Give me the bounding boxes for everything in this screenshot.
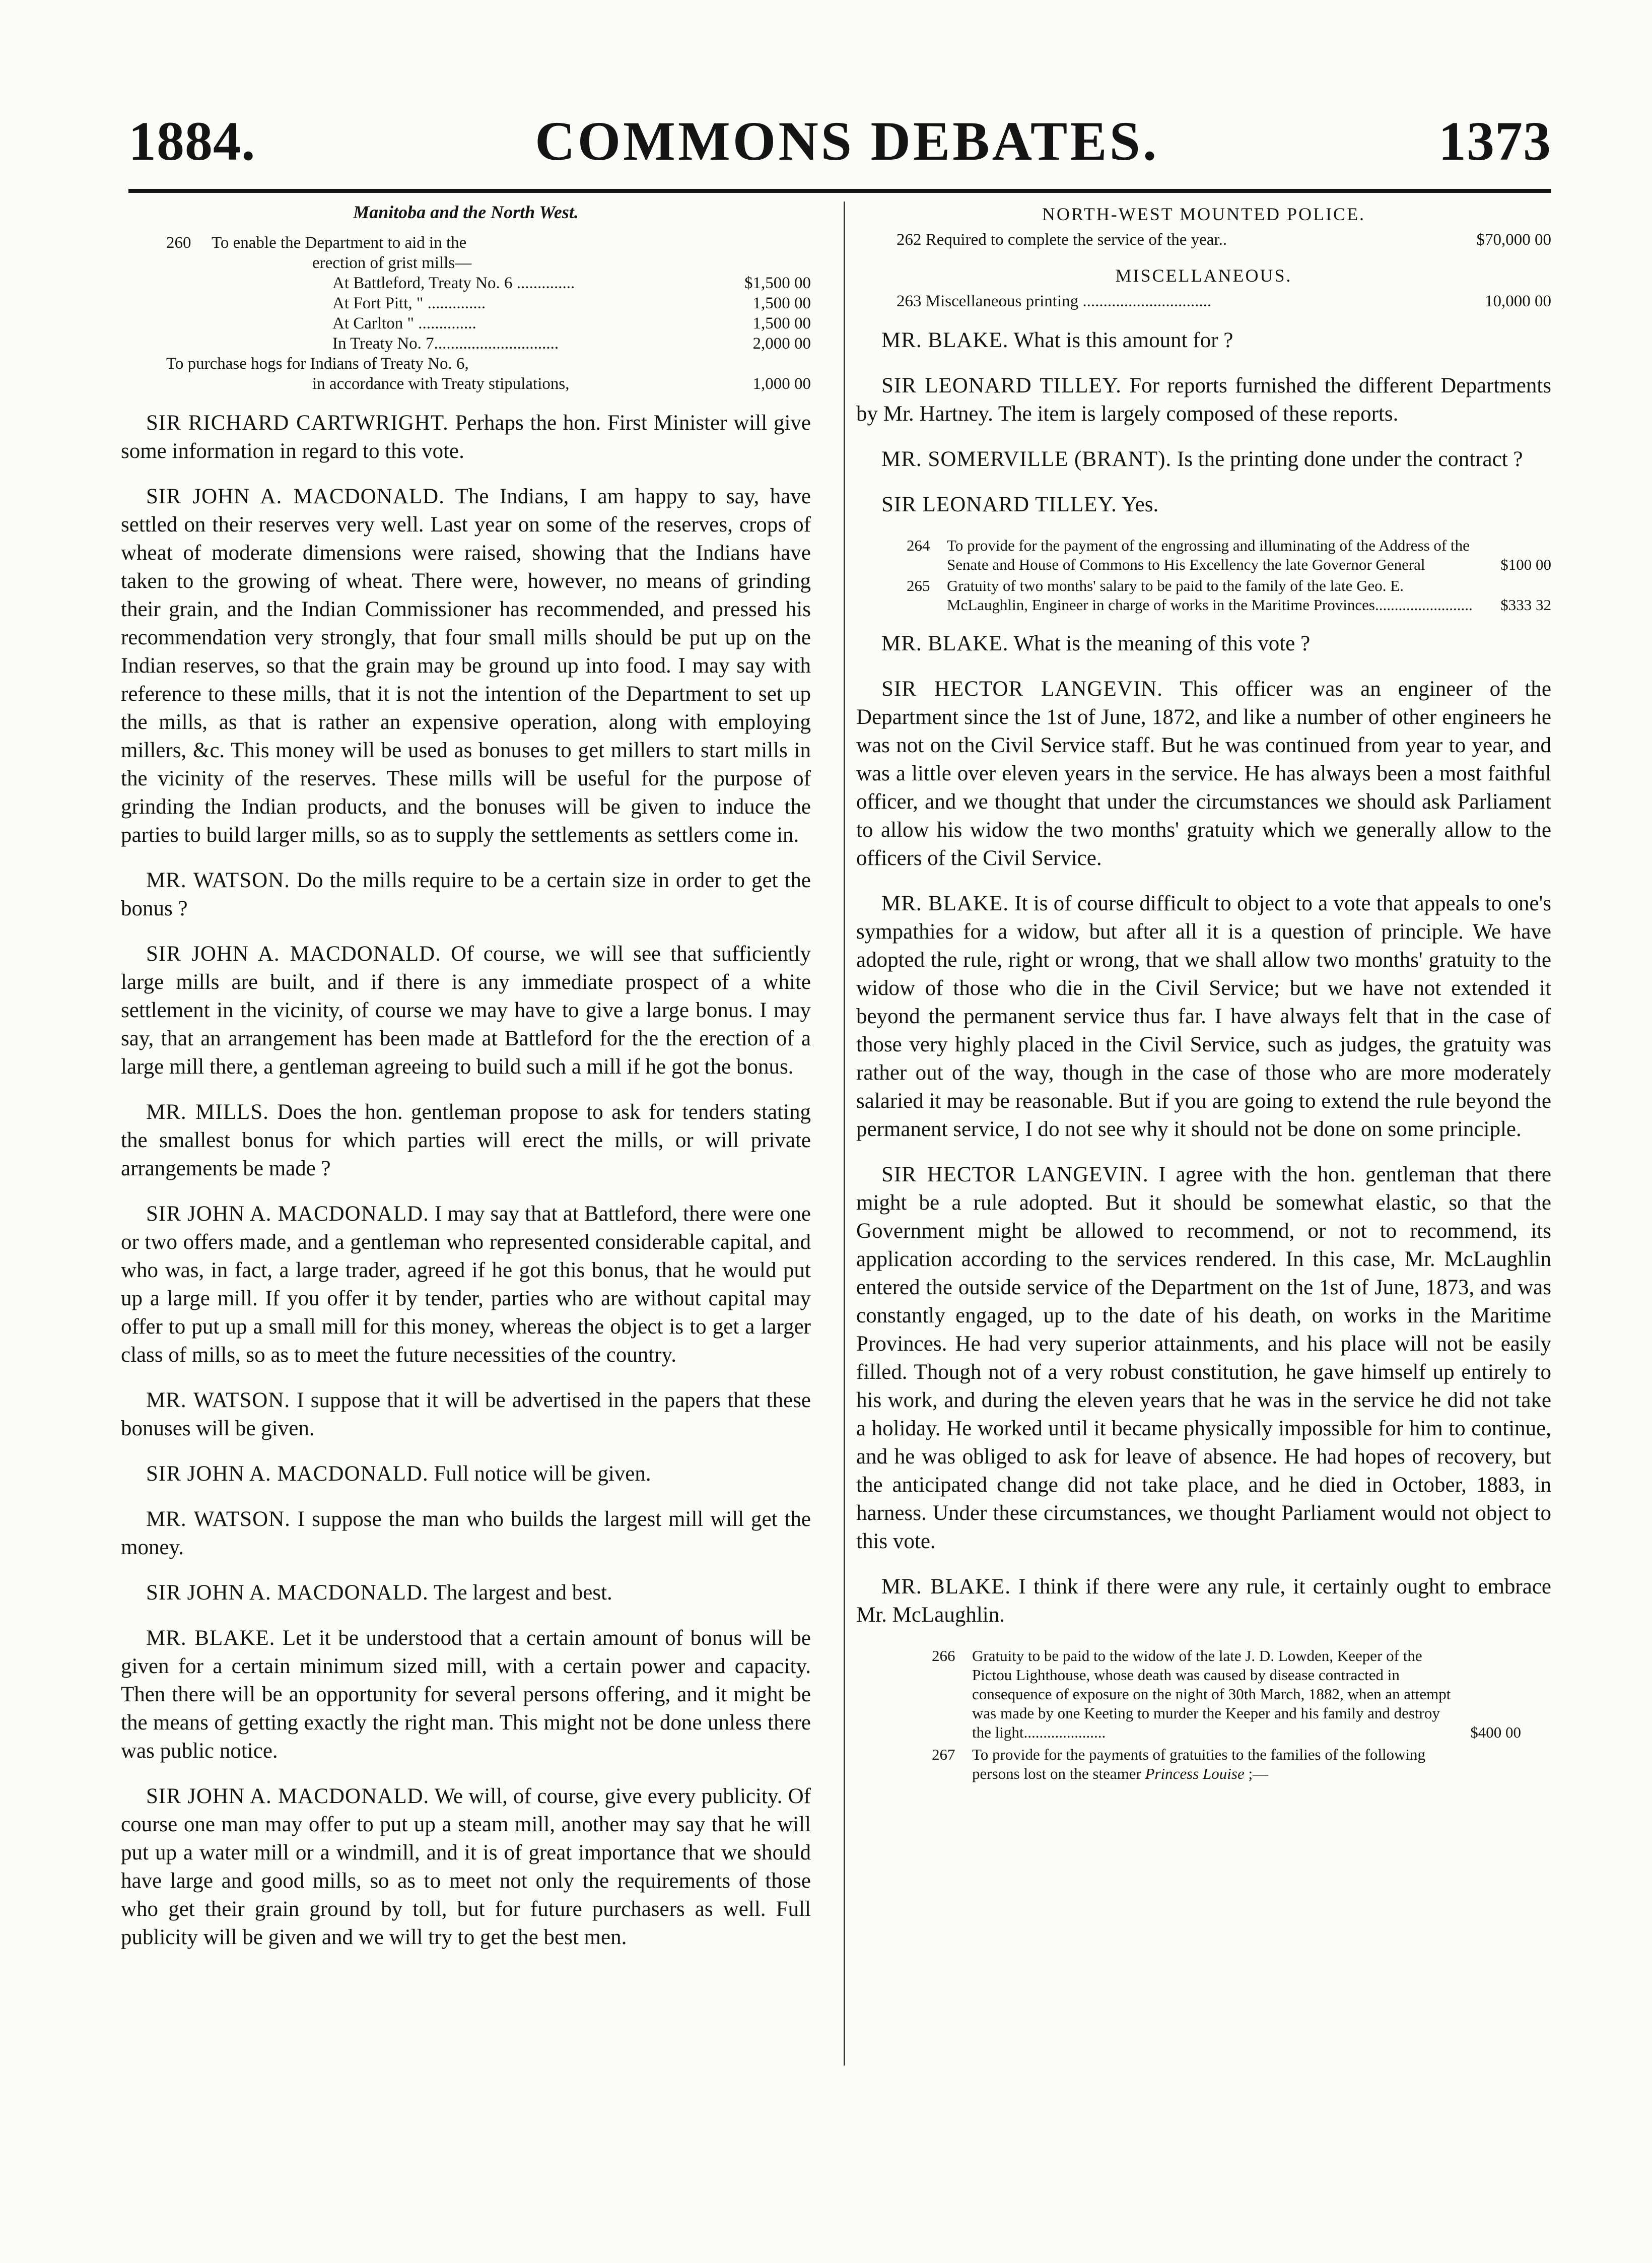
item-line: To enable the Department to aid in the xyxy=(212,234,467,252)
speech-text: Does the hon. gentleman propose to ask for tenders stating the smallest bonus for which parties will erect the mills, or will private arrangements be made ? xyxy=(121,1100,811,1180)
debate-paragraph xyxy=(121,409,811,465)
speaker-name: MR. BLAKE. xyxy=(881,632,1009,655)
page-header xyxy=(128,108,1551,184)
estimate-item-265 xyxy=(907,576,1551,615)
debate-paragraph xyxy=(856,445,1551,474)
speaker-name: MR. BLAKE. xyxy=(881,892,1009,915)
item-number: 264 xyxy=(907,537,930,554)
estimate-row-amount: 2,000 00 xyxy=(752,335,811,353)
estimate-row-amount: 1,000 00 xyxy=(752,375,811,393)
ship-name: Princess Louise xyxy=(1145,1765,1245,1782)
item-amount: $400 00 xyxy=(1470,1723,1521,1741)
item-text: Gratuity to be paid to the widow of the late J. D. Lowden, Keeper of the Pictou Lighthouse, whose death was caused by disease contracted in consequence of exposure on the night of 30th March, 1882, when an attempt was made by one Keeting to murder the Keeper and his family and destroy the light..................... xyxy=(972,1647,1451,1741)
debate-paragraph xyxy=(121,940,811,1081)
speech-text: We will, of course, give every publicity. Of course one man may offer to put up a steam mill, another may say that he will put up a water mill or a windmill, and it is of great importance that we should have large and good mills, so as to meet not only the requirements of those who get their grain ground by toll, but for future purchasers as well. Full publicity will be given and we will try to get the best men. xyxy=(121,1784,811,1949)
estimate-row-amount: 1,500 00 xyxy=(752,294,811,312)
section-heading-police: NORTH-WEST MOUNTED POLICE. xyxy=(1042,204,1366,224)
item-line: To purchase hogs for Indians of Treaty No. 6, xyxy=(166,355,469,373)
debate-paragraph xyxy=(121,483,811,849)
speaker-name: MR. WATSON. xyxy=(146,869,290,892)
estimate-row-label: At Battleford, Treaty No. 6 .............. xyxy=(332,274,575,292)
debate-paragraph xyxy=(856,675,1551,873)
item-text-end: ;— xyxy=(1244,1765,1269,1782)
estimate-item-260 xyxy=(121,233,811,394)
speaker-name: SIR JOHN A. MACDONALD. xyxy=(146,942,441,966)
estimate-row-label: In Treaty No. 7.............................. xyxy=(332,335,559,353)
debate-paragraph xyxy=(121,1098,811,1183)
estimate-item-262 xyxy=(856,230,1551,250)
debate-paragraph xyxy=(856,1161,1551,1556)
header-page-number: 1373 xyxy=(1438,110,1551,172)
speaker-name: SIR JOHN A. MACDONALD. xyxy=(146,1784,430,1808)
speaker-name: SIR HECTOR LANGEVIN. xyxy=(881,1163,1149,1186)
item-amount: $100 00 xyxy=(1500,556,1551,573)
speaker-name: MR. SOMERVILLE (BRANT). xyxy=(881,447,1172,471)
speaker-name: SIR RICHARD CARTWRIGHT. xyxy=(146,411,449,435)
speech-text: I may say that at Battleford, there were one or two offers made, and a gentleman who represented considerable capital, and who was, in fact, a large trader, agreed if he got this bonus, that he would put up a large mill. If you offer it by tender, parties who are without capital may offer to put up a small mill for this money, whereas the object is to get a larger class of mills, so as to meet the future necessities of the country. xyxy=(121,1202,811,1367)
header-title: COMMONS DEBATES. xyxy=(535,110,1159,172)
speech-text: The Indians, I am happy to say, have settled on their reserves very well. Last year on some of the reserves, crops of wheat of moderate dimensions were raised, showing that the Indians have taken to the growing of wheat. There were, however, no means of grinding their grain, and the Indian Commissioner has recommended, and pressed his recommendation very strongly, that four small mills should be put up on the Indian reserves, so that the grain may be ground up into food. I may say with reference to these mills, that it is not the intention of the Department to set up the mills, as that is rather an expensive operation, along with employing millers, &c. This money will be used as bonuses to get millers to start mills in the vicinity of the reserves. These mills will be useful for the purpose of grinding the Indian products, and the bonuses will be given to induce the parties to build larger mills, so as to supply the settlements as settlers come in. xyxy=(121,485,811,847)
speech-text: I think if there were any rule, it certainly ought to embrace Mr. McLaughlin. xyxy=(856,1575,1551,1627)
speech-text: Full notice will be given. xyxy=(434,1462,651,1486)
debate-paragraph xyxy=(121,867,811,923)
speaker-name: SIR LEONARD TILLEY. xyxy=(881,374,1122,397)
debate-paragraph xyxy=(856,326,1551,355)
item-text: To provide for the payment of the engrossing and illuminating of the Address of the Senate and House of Commons to His Excellency the late Governor General xyxy=(947,537,1470,573)
debate-paragraph xyxy=(856,372,1551,428)
speaker-name: SIR JOHN A. MACDONALD. xyxy=(146,485,445,508)
debate-paragraph xyxy=(121,1782,811,1952)
speaker-name: MR. WATSON. xyxy=(146,1388,291,1412)
item-line: erection of grist mills— xyxy=(312,254,472,272)
estimate-item-267 xyxy=(932,1745,1521,1783)
debate-paragraph xyxy=(856,890,1551,1144)
debate-paragraph xyxy=(121,1624,811,1765)
estimate-item-266 xyxy=(932,1646,1521,1742)
debate-paragraph xyxy=(856,1573,1551,1629)
speaker-name: MR. BLAKE. xyxy=(881,1575,1011,1599)
speaker-name: SIR JOHN A. MACDONALD. xyxy=(146,1462,429,1486)
estimate-items-264-265 xyxy=(856,536,1551,615)
right-column xyxy=(856,202,1551,1799)
item-amount: $333 32 xyxy=(1500,596,1551,614)
item-text: To provide for the payments of gratuities to the families of the following persons lost on the steamer xyxy=(972,1746,1426,1782)
estimate-row-amount: 1,500 00 xyxy=(752,314,811,332)
debate-paragraph xyxy=(121,1579,811,1607)
speaker-name: MR. MILLS. xyxy=(146,1100,269,1124)
debate-paragraph xyxy=(856,630,1551,658)
header-year: 1884. xyxy=(128,110,256,172)
estimate-row-amount: 10,000 00 xyxy=(1485,292,1551,310)
speech-text: It is of course difficult to object to a vote that appeals to one's sympathies for a widow, but after all it is a question of principle. We have adopted the rule, right or wrong, that we shall allow two months' gratuity to the widow of those who die in the Civil Service; but we have not extended it beyond the permanent service thus far. I have always felt that in the case of those very highly placed in the Civil Service, such as judges, the gratuity was rather out of the way, though in the case of those who are more moderately salaried it may be reasonable. But if you are going to extend the rule beyond the permanent service, I do not see why it should not be done on some principle. xyxy=(856,892,1552,1141)
debate-paragraph xyxy=(856,491,1551,519)
speech-text: This officer was an engineer of the Department since the 1st of June, 1872, and like a number of other engineers he was not on the Civil Service staff. But he was continued from year to year, and was a little over eleven years in the service. He has always been a most faithful officer, and we thought that under the circumstances we should ask Parliament to allow his widow the two months' gratuity which we generally allow to the officers of the Civil Service. xyxy=(856,677,1551,870)
speech-text: What is the meaning of this vote ? xyxy=(1013,632,1311,655)
estimate-row-label: 262 Required to complete the service of the year.. xyxy=(897,231,1227,249)
speaker-name: MR. BLAKE. xyxy=(146,1626,276,1650)
speech-text: I agree with the hon. gentleman that there might be a rule adopted. But it should be somewhat elastic, so that the Government might be allowed to recommend, or not to recommend, its application according to the services rendered. In this case, Mr. McLaughlin entered the outside service of the Department on the 1st of June, 1873, and was constantly engaged, up to the date of his death, on works in the Maritime Provinces. He had very superior attainments, and his place will not be easily filled. Though not of a very robust constitution, he gave himself up entirely to his work, and during the eleven years that he was in the service he did not take a holiday. He worked until it became physically impossible for him to continue, and he was obliged to ask for leave of absence. He had hopes of recovery, but the anticipated change did not take place, and he died in October, 1883, in harness. Under these circumstances, we thought Parliament would not object to this vote. xyxy=(856,1163,1552,1553)
header-rule xyxy=(128,189,1551,193)
speaker-name: SIR JOHN A. MACDONALD. xyxy=(146,1202,429,1226)
speaker-name: MR. BLAKE. xyxy=(881,328,1009,352)
section-title: Manitoba and the North West. xyxy=(353,202,579,222)
estimate-row-label: At Carlton " .............. xyxy=(332,314,476,332)
estimate-row-label: At Fort Pitt, " .............. xyxy=(332,294,486,312)
debate-paragraph xyxy=(121,1386,811,1443)
item-number: 265 xyxy=(907,577,930,594)
speech-text: Of course, we will see that sufficiently large mills are built, and if there is any immediate prospect of a white settlement in the vicinity, of course we may have to give a large bonus. I may say, that an arrangement has been made at Battleford for the the erection of a large mill there, a gentleman agreeing to build such a mill if he got the bonus. xyxy=(121,942,811,1079)
column-divider xyxy=(844,202,845,2066)
speech-text: The largest and best. xyxy=(433,1581,612,1605)
estimate-row-label: 263 Miscellaneous printing ............................... xyxy=(897,292,1212,310)
speech-text: Let it be understood that a certain amount of bonus will be given for a certain minimum sized mill, with a certain power and capacity. Then there will be an opportunity for several persons offering, and it might be the means of getting exactly the right man. This might not be done unless there was public notice. xyxy=(121,1626,811,1763)
speech-text: What is this amount for ? xyxy=(1013,328,1233,352)
speech-text: I suppose that it will be advertised in the papers that these bonuses will be given. xyxy=(121,1388,811,1440)
left-column xyxy=(121,202,811,1969)
estimate-row-amount: $1,500 00 xyxy=(744,274,811,292)
speaker-name: SIR LEONARD TILLEY. xyxy=(881,493,1117,516)
estimate-item-263 xyxy=(856,291,1551,311)
speech-text: For reports furnished the different Departments by Mr. Hartney. The item is largely composed of these reports. xyxy=(856,374,1551,426)
debate-paragraph xyxy=(121,1200,811,1369)
section-heading-misc: MISCELLANEOUS. xyxy=(1115,265,1292,286)
speech-text: Yes. xyxy=(1121,493,1159,516)
speech-text: I suppose the man who builds the largest mill will get the money. xyxy=(121,1507,811,1559)
estimate-items-266-267 xyxy=(856,1646,1551,1783)
speech-text: Is the printing done under the contract ? xyxy=(1177,447,1523,471)
speech-text: Do the mills require to be a certain size in order to get the bonus ? xyxy=(121,869,811,920)
debate-paragraph xyxy=(121,1505,811,1562)
item-number: 260 xyxy=(166,234,191,252)
estimate-item-264 xyxy=(907,536,1551,574)
speaker-name: SIR HECTOR LANGEVIN. xyxy=(881,677,1163,701)
speaker-name: SIR JOHN A. MACDONALD. xyxy=(146,1581,429,1605)
speech-text: Perhaps the hon. First Minister will give some information in regard to this vote. xyxy=(121,411,811,463)
item-number: 267 xyxy=(932,1746,955,1763)
item-text: Gratuity of two months' salary to be paid to the family of the late Geo. E. McLaughlin, Engineer in charge of works in the Maritime Provinces......................... xyxy=(947,577,1473,614)
debate-paragraph xyxy=(121,1460,811,1488)
estimate-row-amount: $70,000 00 xyxy=(1476,231,1551,249)
speaker-name: MR. WATSON. xyxy=(146,1507,291,1531)
item-line: in accordance with Treaty stipulations, xyxy=(312,375,570,393)
item-number: 266 xyxy=(932,1647,955,1665)
